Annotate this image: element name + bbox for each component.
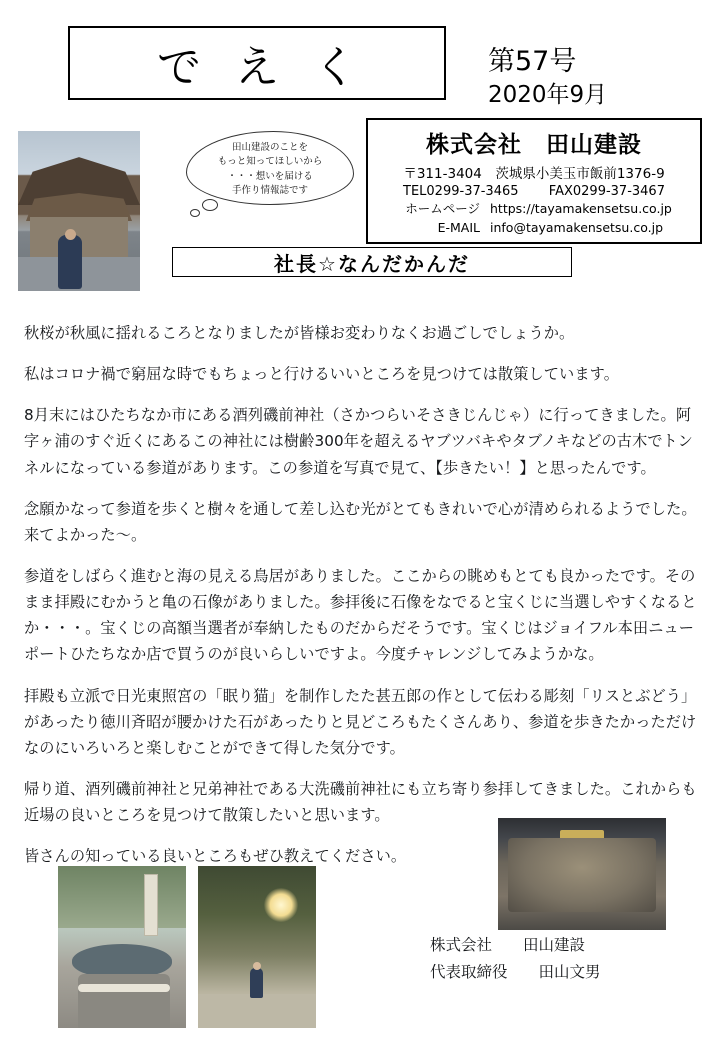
homepage-url[interactable]: https://tayamakensetsu.co.jp: [490, 201, 672, 216]
thought-bubble: [186, 131, 354, 217]
company-fax: FAX0299-37-3467: [548, 184, 665, 199]
signature-block: [430, 932, 601, 986]
turtle-photo-post-shape: [144, 874, 158, 936]
photo-squirrel-grape-carving: [498, 818, 666, 930]
section-heading-box: [172, 247, 572, 277]
photo-shrine: [18, 131, 140, 291]
issue-info: [488, 44, 688, 111]
article-paragraph-3: 8月末にはひたちなか市にある酒列磯前神社（さかつらいそさきじんじゃ）に行ってきました。阿字ヶ浦のすぐ近くにあるこの神社には樹齢300年を超えるヤブツバキやタブノキなどの古木でトンネルになっている参道があります。この参道を写真で見て、【歩きたい！】と思ったんです。: [24, 406, 693, 477]
shrine-person-head-shape: [65, 229, 76, 240]
article-paragraph-8: 皆さんの知っている良いところもぜひ教えてください。: [24, 847, 407, 866]
issue-number: 第57号: [488, 46, 577, 77]
turtle-photo-rope-shape: [78, 984, 170, 992]
carving-panel-shape: [508, 838, 656, 912]
article-paragraph-6: 拝殿も立派で日光東照宮の「眠り猫」を制作したた甚五郎の作として伝わる彫刻「リスとぶどう」があったり徳川斉昭が腰かけた石があったりと見どころもたくさんあり、参道を歩きたかっただけなのにいろいろと楽しむことができて得した気分です。: [24, 686, 697, 757]
sunlight-glow-shape: [264, 888, 298, 922]
signature-company: 株式会社 田山建設: [430, 936, 586, 954]
company-name: 株式会社 田山建設: [426, 132, 642, 158]
thought-line-2: もっと知ってほしいから: [217, 156, 323, 168]
email-address[interactable]: info@tayamakensetsu.co.jp: [490, 219, 663, 235]
thought-bubble-text: [200, 141, 340, 198]
company-address: 〒311-3404 茨城県小美玉市飯前1376-9: [403, 166, 665, 182]
masthead-title-box: [68, 26, 446, 100]
issue-date: 2020年9月: [488, 82, 608, 109]
path-road-shape: [198, 994, 316, 1028]
section-heading-label: 社長☆なんだかんだ: [274, 251, 470, 276]
article-paragraph-1: 秋桜が秋風に揺れるころとなりましたが皆様お変わりなくお過ごしでしょうか。: [24, 324, 575, 342]
photo-turtle-statue: [58, 866, 186, 1028]
turtle-photo-rock-shape: [78, 974, 170, 1028]
homepage-label: ホームページ: [405, 201, 480, 216]
turtle-photo-trees-shape: [58, 866, 186, 928]
thought-line-1: 田山建設のことを: [231, 142, 308, 153]
turtle-statue-shape: [72, 944, 172, 978]
path-walker-shape: [250, 968, 263, 998]
article-paragraph-7: 帰り道、酒列磯前神社と兄弟神社である大洗磯前神社にも立ち寄り参拝してきました。これからも近場の良いところを見つけて散策したいと思います。: [24, 779, 697, 825]
company-email-row: [376, 219, 692, 238]
company-phone-row: [376, 184, 692, 199]
email-label: E-MAIL: [437, 219, 480, 235]
thought-bubble-tail-small-icon: [190, 209, 200, 217]
shrine-person-shape: [58, 235, 82, 289]
path-walker-head-shape: [253, 962, 261, 970]
company-homepage-row: [376, 200, 692, 219]
photo-tree-tunnel-path: [198, 866, 316, 1028]
thought-bubble-tail-large-icon: [202, 199, 218, 211]
article-paragraph-4: 念願かなって参道を歩くと樹々を通して差し込む光がとてもきれいで心が清められるようでした。来てよかった〜。: [24, 499, 697, 544]
thought-line-4: 手作り情報誌です: [231, 184, 308, 196]
article-paragraph-2: 私はコロナ禍で窮屈な時でもちょっと行けるいいところを見つけては散策しています。: [24, 365, 619, 384]
company-tel: TEL0299-37-3465: [403, 184, 519, 199]
article-body: [24, 320, 700, 884]
signature-name: 代表取締役 田山文男: [430, 963, 601, 982]
company-info-box: [366, 118, 702, 244]
page-title: でえく: [157, 42, 391, 93]
thought-line-3: ・・・想いを届ける: [227, 170, 313, 182]
article-paragraph-5: 参道をしばらく進むと海の見える鳥居がありました。ここからの眺めもとても良かったです。そのまま拝殿にむかうと亀の石像がありました。参拝後に石像をなでると宝くじに当選しやすくなるとか・・・。宝くじの高額当選者が奉納したものだからだそうです。宝くじはジョイフル本田ニューポートひたちなか店で買うのが良いらしいですよ。今度チャレンジしてみようかな。: [24, 566, 697, 664]
